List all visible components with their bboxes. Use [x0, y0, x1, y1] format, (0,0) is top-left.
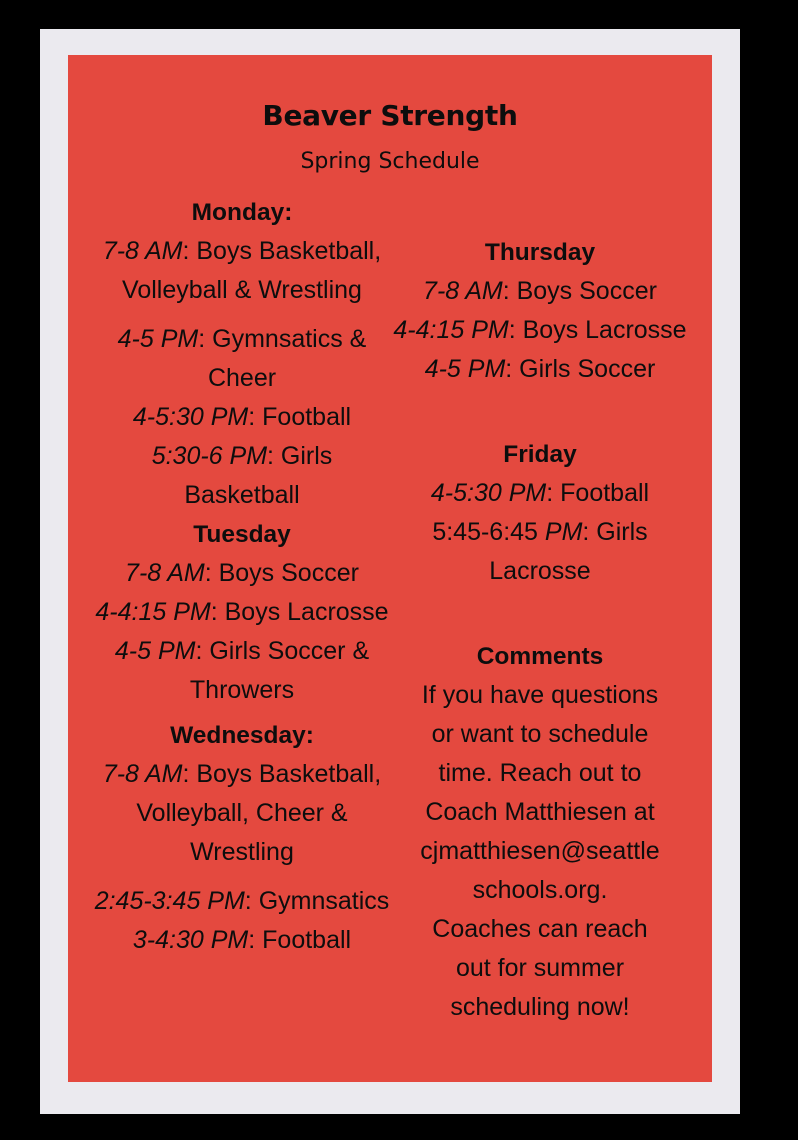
monday-entry-2: 4-5 PM: Gymnsatics & Cheer [117, 325, 367, 392]
tuesday-entry-1: 7-8 AM: Boys Soccer [125, 559, 359, 587]
monday-entry-3: 4-5:30 PM: Football [132, 403, 352, 431]
thursday-entry-3: 4-5 PM: Girls Soccer [424, 355, 656, 383]
page-title: Beaver Strength [262, 99, 518, 132]
monday-entry-1: 7-8 AM: Boys Basketball, Volleyball & Wrestling [102, 237, 382, 304]
comment-line: If you have questions [421, 681, 659, 709]
page-subtitle: Spring Schedule [300, 149, 480, 174]
comment-line: schools.org. [472, 876, 608, 904]
tuesday-entry-2: 4-4:15 PM: Boys Lacrosse [95, 598, 389, 626]
friday-entry-1: 4-5:30 PM: Football [430, 479, 650, 507]
thursday-heading: Thursday [484, 239, 596, 266]
wednesday-heading: Wednesday: [170, 722, 314, 749]
tuesday-heading: Tuesday [193, 521, 291, 548]
comment-line: time. Reach out to [438, 759, 642, 787]
thursday-entry-1: 7-8 AM: Boys Soccer [423, 277, 657, 305]
friday-entry-2: 5:45-6:45 PM: Girls Lacrosse [432, 518, 648, 585]
wednesday-entry-3: 3-4:30 PM: Football [132, 926, 352, 954]
wednesday-entry-2: 2:45-3:45 PM: Gymnsatics [94, 887, 390, 915]
comment-line: cjmatthiesen@seattle [420, 837, 660, 865]
schedule-card [68, 55, 712, 1082]
monday-heading: Monday: [191, 199, 293, 226]
comments-body [374, 676, 706, 1027]
comment-line: scheduling now! [450, 993, 630, 1021]
thursday-entry-2: 4-4:15 PM: Boys Lacrosse [393, 316, 687, 344]
right-column [374, 233, 706, 1027]
monday-entry-4: 5:30-6 PM: Girls Basketball [151, 442, 333, 509]
comments-heading: Comments [476, 643, 604, 670]
wednesday-entry-1: 7-8 AM: Boys Basketball, Volleyball, Cheer & Wrestling [102, 760, 382, 866]
left-column [74, 193, 410, 960]
comment-line: out for summer [455, 954, 625, 982]
comment-line: Coaches can reach [432, 915, 648, 943]
friday-heading: Friday [503, 441, 577, 468]
comment-line: or want to schedule [431, 720, 649, 748]
tuesday-entry-3: 4-5 PM: Girls Soccer & Throwers [114, 637, 370, 704]
comment-line: Coach Matthiesen at [425, 798, 655, 826]
